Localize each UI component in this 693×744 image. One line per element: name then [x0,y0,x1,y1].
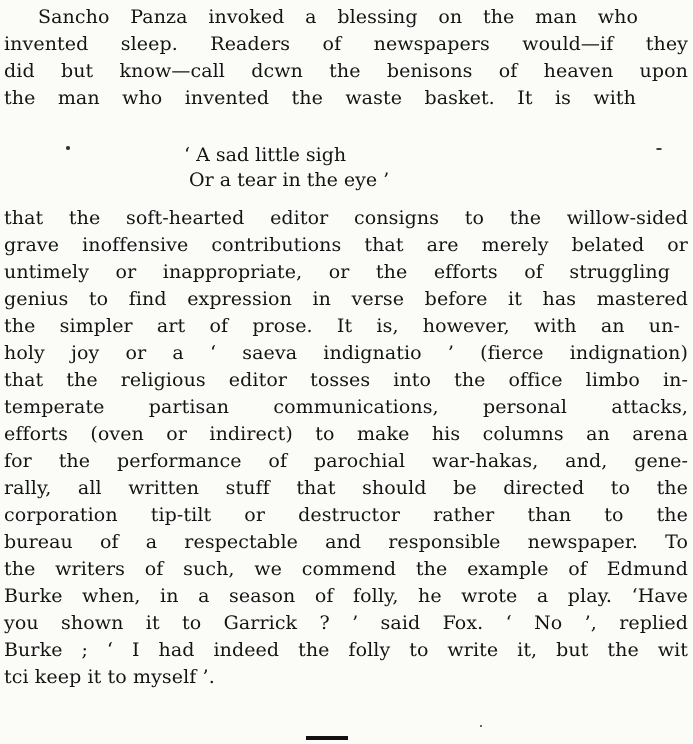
paragraph-1-line-2: invented sleep. Readers of newspapers would—if they [4,33,688,55]
ink-speck [656,148,662,150]
paragraph-2-line-13: bureau of a respectable and responsible newspaper. To [4,531,688,553]
paragraph-2-line-1: that the soft-hearted editor consigns to the willow-sided [4,207,688,229]
paragraph-2-line-3: untimely or inappropriate, or the efforts of struggling [4,261,670,283]
paragraph-2-line-11: rally, all written stuff that should be directed to the [4,477,688,499]
paragraph-2-line-4: genius to find expression in verse before it has mastered [4,288,688,310]
paragraph-2-line-15: Burke when, in a season of folly, he wrote a play. ‘Have [4,585,688,607]
closing-rule [306,736,348,740]
ink-speck [480,725,482,727]
paragraph-1-line-3: did but know—call dcwn the benisons of heaven upon [4,60,688,82]
paragraph-2-line-14: the writers of such, we commend the example of Edmund [4,558,688,580]
paragraph-1-line-4: the man who invented the waste basket. It is with [4,87,636,109]
paragraph-2-line-6: holy joy or a ‘ saeva indignatio ’ (fierce indignation) [4,342,688,364]
paragraph-2-line-2: grave inoffensive contributions that are merely belated or [4,234,688,256]
paragraph-2-line-18: tci keep it to myself ’. [4,666,215,688]
paragraph-1-line-1: Sancho Panza invoked a blessing on the man who [38,6,638,28]
paragraph-2-line-7: that the religious editor tosses into the office limbo in- [4,369,688,391]
paragraph-2-line-16: you shown it to Garrick ? ’ said Fox. ‘ No ’, replied [4,612,688,634]
verse-line-1: ‘ A sad little sigh [184,144,347,166]
paragraph-2-line-10: for the performance of parochial war-hakas, and, gene- [4,450,688,472]
paragraph-2-line-12: corporation tip-tilt or destructor rather than to the [4,504,688,526]
paragraph-2-line-9: efforts (oven or indirect) to make his columns an arena [4,423,688,445]
ink-speck [66,146,70,150]
paragraph-2-line-8: temperate partisan communications, personal attacks, [4,396,688,418]
paragraph-2-line-17: Burke ; ‘ I had indeed the folly to write it, but the wit [4,639,688,661]
paragraph-2-line-5: the simpler art of prose. It is, however, with an un- [4,315,680,337]
verse-line-2: Or a tear in the eye ’ [189,169,390,191]
